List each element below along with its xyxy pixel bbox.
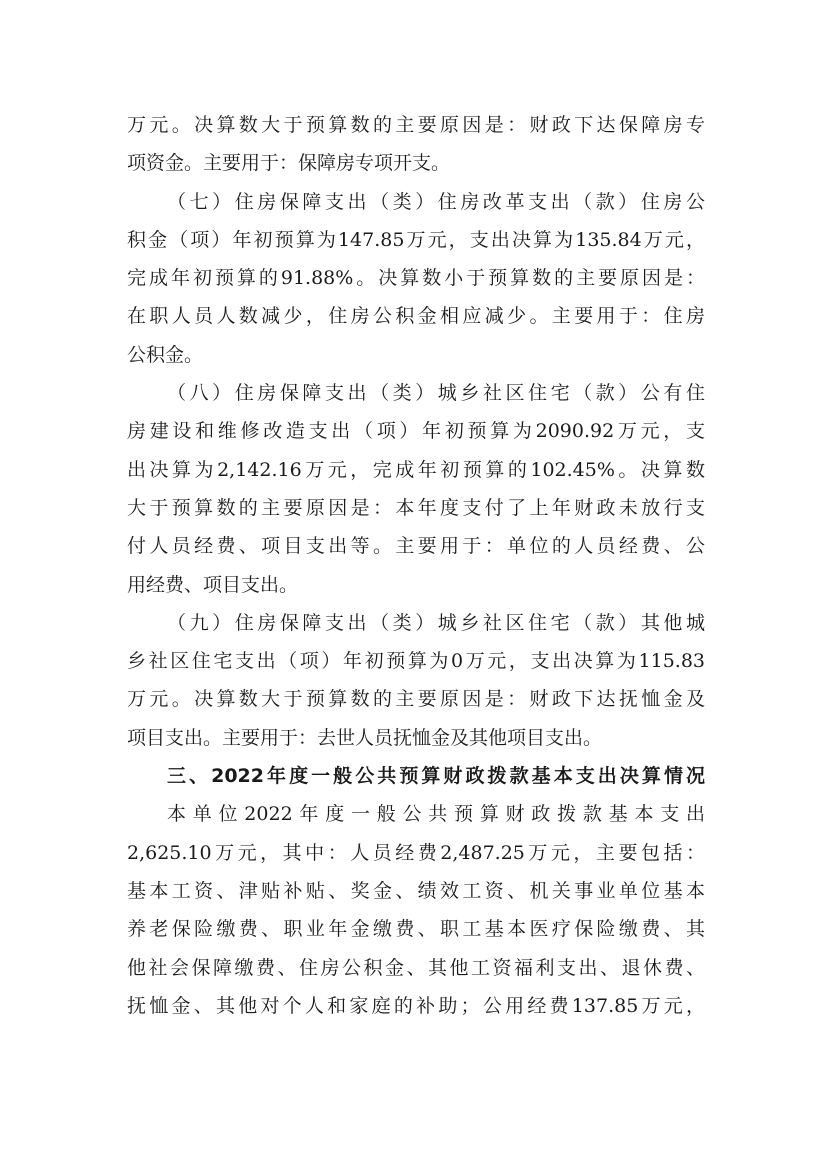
section-heading: 三、2022年度一般公共预算财政拨款基本支出决算情况: [167, 765, 705, 788]
paragraph-line: 本单位2022年度一般公共预算财政拨款基本支出: [167, 803, 705, 826]
paragraph-line: （七）住房保障支出（类）住房改革支出（款）住房公: [167, 190, 705, 213]
paragraph-line: 基本工资、津贴补贴、奖金、绩效工资、机关事业单位基本: [127, 879, 705, 902]
paragraph-line: （八）住房保障支出（类）城乡社区住宅（款）公有住: [167, 382, 705, 405]
paragraph-line: 公积金。: [127, 343, 204, 366]
paragraph-line: 大于预算数的主要原因是：本年度支付了上年财政未放行支: [127, 496, 705, 519]
paragraph-line: 付人员经费、项目支出等。主要用于：单位的人员经费、公: [127, 535, 705, 558]
paragraph-line: （九）住房保障支出（类）城乡社区住宅（款）其他城: [167, 611, 705, 634]
paragraph-line: 万元。决算数大于预算数的主要原因是：财政下达保障房专: [127, 114, 705, 136]
paragraph-line: 养老保险缴费、职业年金缴费、职工基本医疗保险缴费、其: [127, 918, 705, 941]
paragraph-line: 完成年初预算的91.88%。决算数小于预算数的主要原因是：: [127, 267, 705, 290]
paragraph-line: 项资金。主要用于：保障房专项开支。: [127, 152, 451, 175]
paragraph-line: 抚恤金、其他对个人和家庭的补助；公用经费137.85万元，: [127, 994, 705, 1017]
paragraph-line: 在职人员人数减少，住房公积金相应减少。主要用于：住房: [127, 305, 705, 328]
paragraph-line: 他社会保障缴费、住房公积金、其他工资福利支出、退休费、: [127, 956, 705, 979]
paragraph-line: 乡社区住宅支出（项）年初预算为0万元，支出决算为115.83: [127, 650, 705, 673]
paragraph-line: 用经费、项目支出。: [127, 573, 299, 596]
paragraph-line: 出决算为2,142.16万元，完成年初预算的102.45%。决算数: [127, 458, 705, 481]
paragraph-line: 万元。决算数大于预算数的主要原因是：财政下达抚恤金及: [127, 688, 705, 711]
paragraph-line: 房建设和维修改造支出（项）年初预算为2090.92万元，支: [127, 420, 705, 443]
document-body: [127, 106, 705, 1025]
paragraph-line: 积金（项）年初预算为147.85万元，支出决算为135.84万元，: [127, 228, 705, 251]
paragraph-line: 2,625.10万元，其中：人员经费2,487.25万元，主要包括：: [127, 841, 705, 864]
paragraph-line: 项目支出。主要用于：去世人员抚恤金及其他项目支出。: [127, 726, 603, 749]
